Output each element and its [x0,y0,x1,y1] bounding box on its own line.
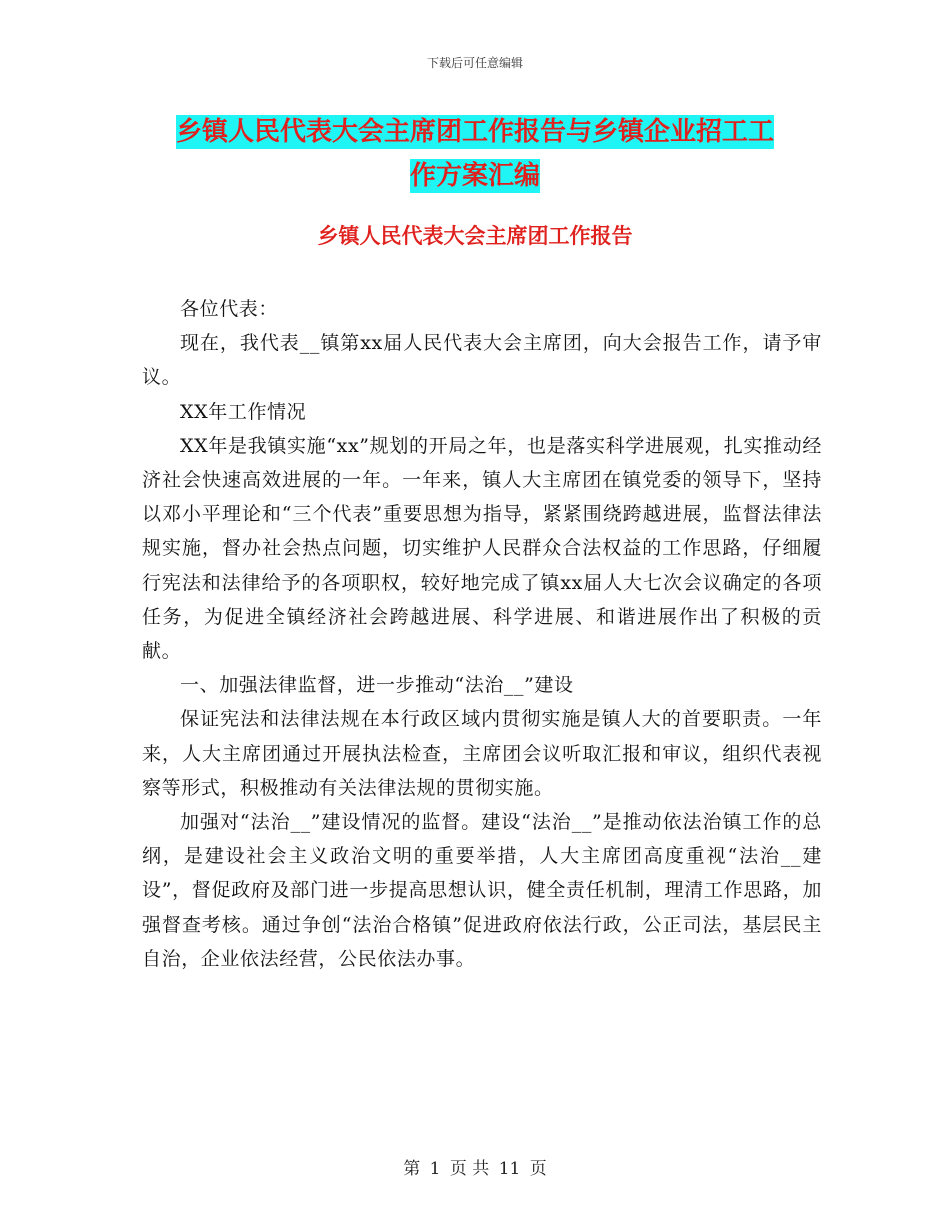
document-title-text-1: 乡镇人民代表大会主席团工作报告与乡镇企业招工工 [175,117,774,147]
document-body [142,292,822,976]
paragraph-overview: XX年是我镇实施“xx”规划的开局之年，也是落实科学进展观，扎实推动经济社会快速高效进展的一年。一年来，镇人大主席团在镇党委的领导下，坚持以邓小平理论和“三个代表”重要思想为指导，紧紧围绕跨越进展，监督法律法规实施，督办社会热点问题，切实维护人民群众合法权益的工作思路，仔细履行宪法和法律给予的各项职权，较好地完成了镇xx届人大七次会议确定的各项任务，为促进全镇经济社会跨越进展、科学进展、和谐进展作出了积极的贡献。 [142,434,822,663]
paragraph-legal-supervision: 保证宪法和法律法规在本行政区域内贯彻实施是镇人大的首要职责。一年来，人大主席团通过开展执法检查，主席团会议听取汇报和审议，组织代表视察等形式，积极推动有关法律法规的贯彻实施。 [142,708,822,799]
page-mid: 页 共 [449,1159,490,1179]
page-number: 1 [429,1159,441,1179]
document-title-text-2: 作方案汇编 [409,161,540,191]
paragraph-heading-legal-supervision: 一、加强法律监督，进一步推动“法治__”建设 [180,674,574,697]
paragraph-heading-work-status: XX年工作情况 [180,400,307,423]
page-prefix: 第 [403,1159,421,1179]
paragraph-rule-of-law: 加强对“法治__”建设情况的监督。建设“法治__”是推动依法治镇工作的总纲，是建设社会主义政治文明的重要举措，人大主席团高度重视“法治__建设”，督促政府及部门进一步提高思想认识，健全责任机制，理清工作思路，加强督查考核。通过争创“法治合格镇”促进政府依法行政，公正司法，基层民主自治，企业依法经营，公民依法办事。 [142,811,822,970]
paragraph-salutation: 各位代表： [180,298,279,320]
page-suffix: 页 [529,1159,547,1179]
paragraph-intro: 现在，我代表__镇第xx届人民代表大会主席团，向大会报告工作，请予审议。 [142,332,822,389]
header-note: 下载后可任意编辑 [426,56,523,70]
page-footer [0,1154,950,1179]
document-title-line-2 [150,152,800,200]
document-title-line-1 [150,108,800,156]
page-total: 11 [498,1159,521,1179]
section-title: 乡镇人民代表大会主席团工作报告 [317,223,633,248]
